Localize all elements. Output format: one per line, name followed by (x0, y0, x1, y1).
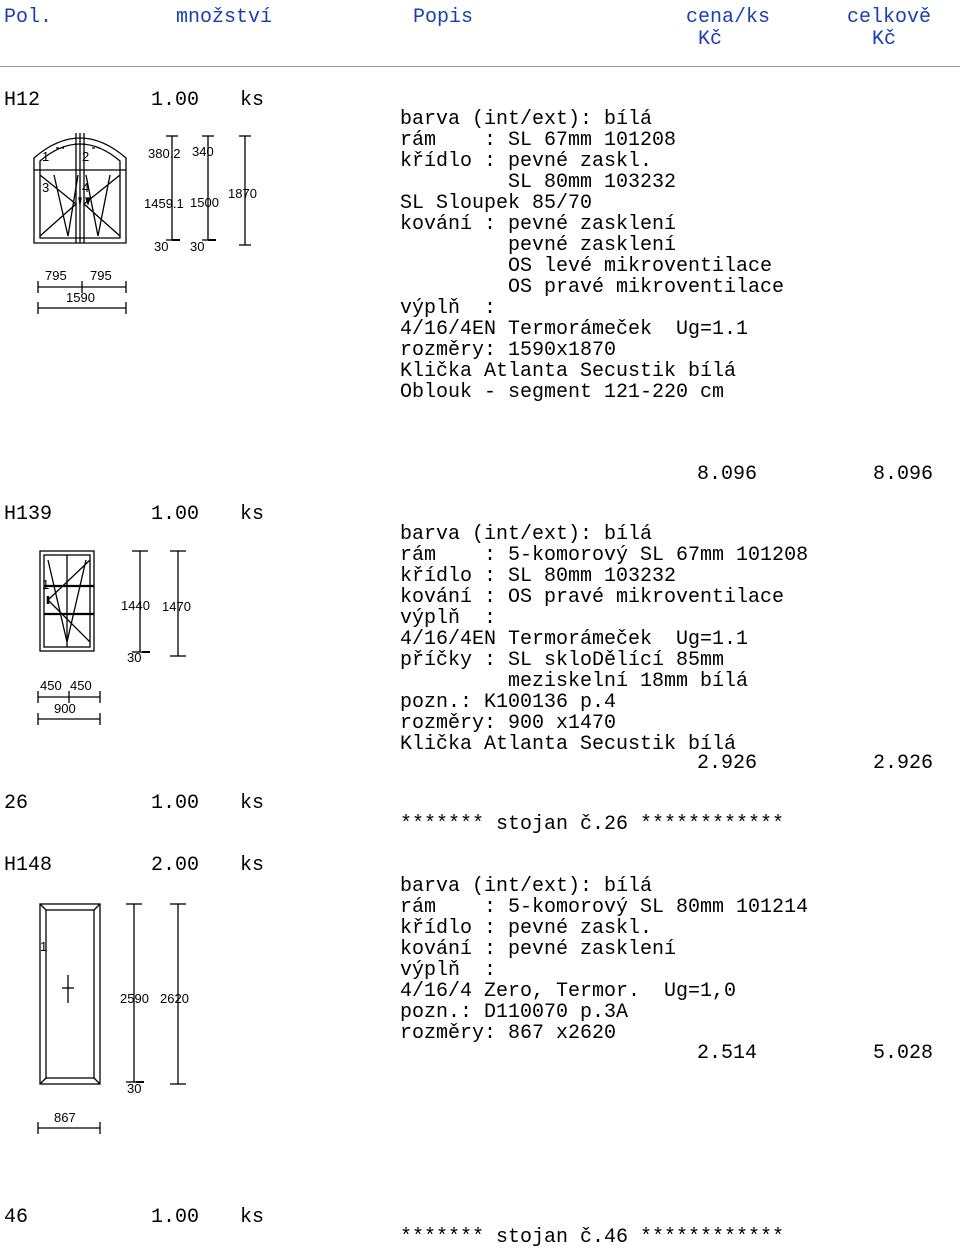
item-unit: ks (240, 854, 265, 877)
dim-label: 450 (70, 678, 92, 693)
item-qty: 1.00 (151, 503, 200, 526)
dim-label: 1459.1 (144, 196, 184, 211)
desc-line: meziskelní 18mm bílá (400, 670, 749, 693)
desc-line: OS pravé mikroventilace (400, 276, 785, 299)
header-price-unit: Kč (698, 28, 723, 51)
item-qty: 1.00 (151, 89, 200, 112)
desc-line: Oblouk - segment 121-220 cm (400, 381, 725, 404)
item-pos: 26 (4, 792, 29, 815)
item-unit: ks (240, 1206, 265, 1229)
dim-label: 30 (127, 1081, 142, 1096)
desc-line: kování : OS pravé mikroventilace (400, 586, 785, 609)
header-price: cena/ks (686, 6, 771, 29)
item-price: 8.096 (697, 463, 758, 486)
desc-line: rám : 5-komorový SL 67mm 101208 (400, 544, 809, 567)
dim-label: 30 (154, 239, 169, 254)
desc-line: 4/16/4EN Termorámeček Ug=1.1 (400, 628, 749, 651)
item-qty: 1.00 (151, 792, 200, 815)
desc-line: pozn.: D110070 p.3A (400, 1001, 629, 1024)
item-qty: 1.00 (151, 1206, 200, 1229)
item-unit: ks (240, 503, 265, 526)
header-divider (0, 66, 960, 67)
item-total: 5.028 (873, 1042, 934, 1065)
desc-line: rám : SL 67mm 101208 (400, 129, 677, 152)
item-price: 2.514 (697, 1042, 758, 1065)
desc-line: barva (int/ext): bílá (400, 523, 653, 546)
header-pos: Pol. (4, 6, 53, 29)
desc-line: OS levé mikroventilace (400, 255, 773, 278)
dim-label: 340 (192, 144, 214, 159)
item-qty: 2.00 (151, 854, 200, 877)
dim-label: 1500 (190, 195, 219, 210)
desc-line: kování : pevné zasklení (400, 938, 677, 961)
desc-line: Klička Atlanta Secustik bílá (400, 360, 737, 383)
item-pos: H139 (4, 503, 53, 526)
window-drawing-h139 (0, 540, 220, 730)
desc-line: pozn.: K100136 p.4 (400, 691, 617, 714)
item-pos: 46 (4, 1206, 29, 1229)
desc-line: příčky : SL skloDělící 85mm (400, 649, 725, 672)
sash-label: 3 (42, 180, 50, 195)
sash-label: 2 (82, 149, 90, 164)
desc-line: rozměry: 1590x1870 (400, 339, 617, 362)
desc-line: rozměry: 867 x2620 (400, 1022, 617, 1045)
desc-line: kování : pevné zasklení (400, 213, 677, 236)
dim-label: 1440 (121, 598, 150, 613)
desc-line: SL Sloupek 85/70 (400, 192, 593, 215)
dim-label: 30 (127, 650, 142, 665)
item-price: 2.926 (697, 752, 758, 775)
desc-line: barva (int/ext): bílá (400, 108, 653, 131)
dim-label: 30 (190, 239, 205, 254)
sash-label: 1 (42, 149, 50, 164)
item-total: 8.096 (873, 463, 934, 486)
desc-line: křídlo : SL 80mm 103232 (400, 565, 677, 588)
header-desc: Popis (413, 6, 474, 29)
desc-line: rám : 5-komorový SL 80mm 101214 (400, 896, 809, 919)
desc-line: SL 80mm 103232 (400, 171, 677, 194)
stojan-line: ******* stojan č.26 ************ (400, 813, 785, 836)
sash-label: 1 (42, 577, 50, 592)
dim-label: 867 (54, 1110, 76, 1125)
desc-line: křídlo : pevné zaskl. (400, 150, 653, 173)
desc-line: Klička Atlanta Secustik bílá (400, 733, 737, 756)
desc-line: výplň : (400, 607, 497, 630)
header-total-unit: Kč (872, 28, 897, 51)
dim-label: 795 (90, 268, 112, 283)
header-qty: množství (176, 6, 273, 29)
desc-line: 4/16/4EN Termorámeček Ug=1.1 (400, 318, 749, 341)
desc-line: křídlo : pevné zaskl. (400, 917, 653, 940)
desc-line: pevné zasklení (400, 234, 677, 257)
desc-line: rozměry: 900 x1470 (400, 712, 617, 735)
desc-line: výplň : (400, 297, 497, 320)
dim-label: 450 (40, 678, 62, 693)
dim-label: 2620 (160, 991, 189, 1006)
item-unit: ks (240, 89, 265, 112)
desc-line: 4/16/4 Zero, Termor. Ug=1,0 (400, 980, 737, 1003)
stojan-line: ******* stojan č.46 ************ (400, 1226, 785, 1249)
dim-label: 900 (54, 701, 76, 716)
item-total: 2.926 (873, 752, 934, 775)
dim-label: 2590 (120, 991, 149, 1006)
sash-label: 4 (82, 180, 90, 195)
window-drawing-h148 (0, 895, 220, 1140)
dim-label: 795 (45, 268, 67, 283)
item-pos: H148 (4, 854, 53, 877)
dim-label: 380.2 (148, 146, 181, 161)
dim-label: 1590 (66, 290, 95, 305)
header-total: celkově (847, 6, 932, 29)
item-unit: ks (240, 792, 265, 815)
desc-line: výplň : (400, 959, 497, 982)
sash-label: 1 (40, 939, 48, 954)
desc-line: barva (int/ext): bílá (400, 875, 653, 898)
item-pos: H12 (4, 89, 41, 112)
dim-label: 1870 (228, 186, 257, 201)
dim-label: 1470 (162, 599, 191, 614)
